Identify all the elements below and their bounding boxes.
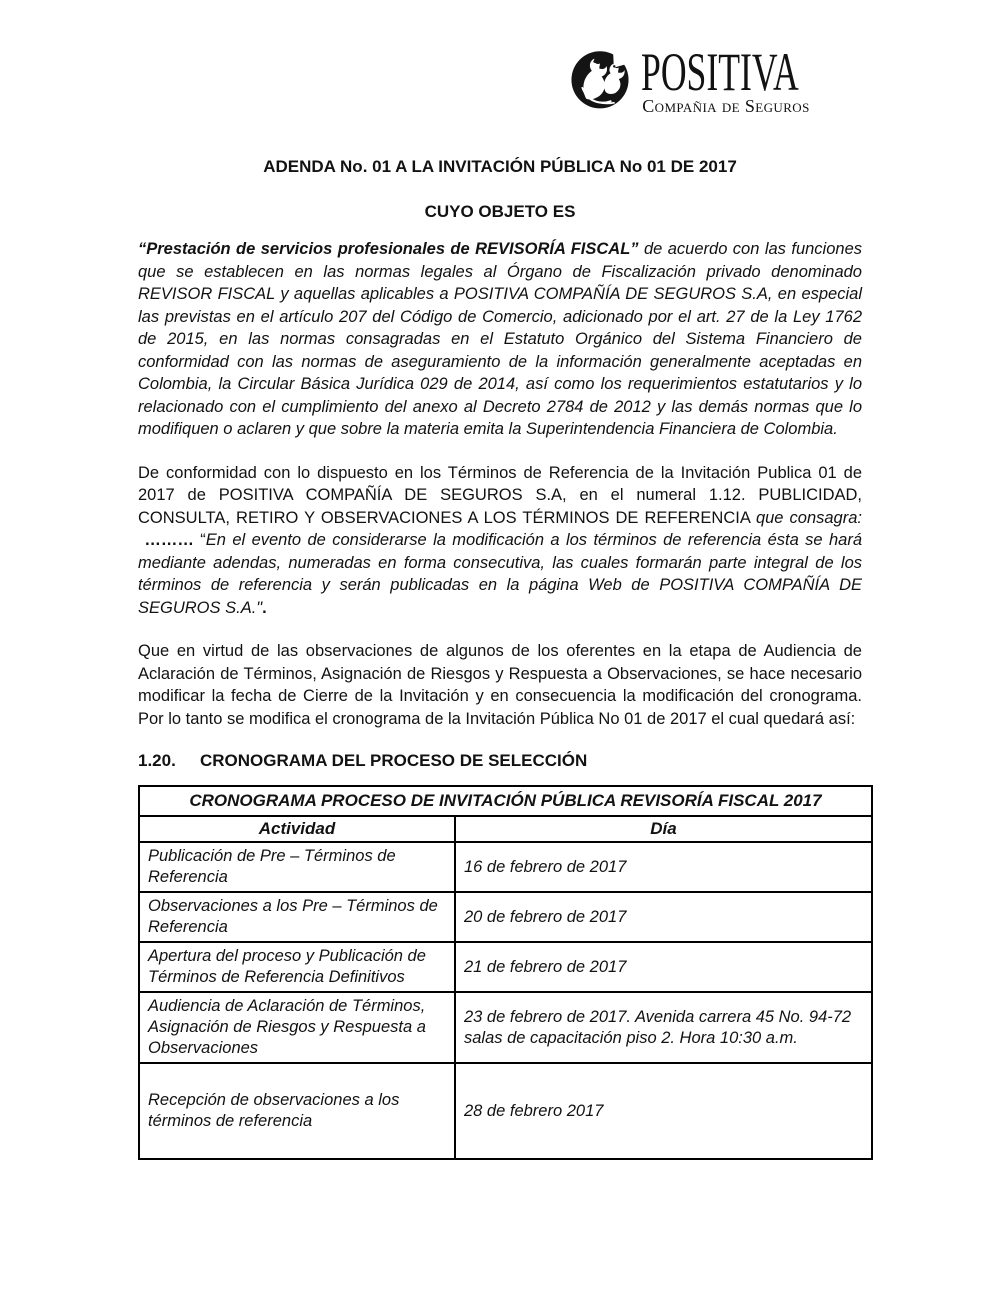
text-segment: Que en virtud de las observaciones de algunos de los oferentes en la etapa de Audiencia de Aclaración de Términos, Asignación de Riesgos y Respuesta a Observaciones, se hace necesario modificar la fecha de Cierre de la Invitación y en consecuencia la modificación del cronograma. Por lo tanto se modifica el cronograma de la Invitación Pública No 01 de 2017 el cual quedará así:	[138, 642, 862, 728]
logo-tagline: Compañia de Seguros	[642, 96, 810, 116]
cell-dia: 23 de febrero de 2017. Avenida carrera 45 No. 94-72 salas de capacitación piso 2. Hora 10:30 a.m.	[455, 992, 872, 1063]
table-title: CRONOGRAMA PROCESO DE INVITACIÓN PÚBLICA REVISORÍA FISCAL 2017	[139, 786, 872, 816]
logo-brand: POSITIVA	[641, 42, 799, 102]
text-segment: En el evento de considerarse la modificación a los términos de referencia ésta se hará mediante adendas, numeradas en forma consecutiva, las cuales formarán parte integral de los términos de referencia y serán publicadas en la página Web de POSITIVA COMPAÑÍA DE SEGUROS S.A."	[138, 531, 862, 617]
cell-actividad: Apertura del proceso y Publicación de Términos de Referencia Definitivos	[139, 942, 455, 992]
cell-dia: 20 de febrero de 2017	[455, 892, 872, 942]
document-subtitle: CUYO OBJETO ES	[424, 202, 576, 221]
table-row	[139, 892, 872, 942]
text-segment: que consagra:	[138, 508, 862, 549]
section-number: 1.20.	[138, 751, 176, 770]
section-title: CRONOGRAMA DEL PROCESO DE SELECCIÓN	[200, 751, 588, 770]
cronograma-table	[138, 785, 873, 1160]
cell-actividad: Audiencia de Aclaración de Términos, Asignación de Riesgos y Respuesta a Observaciones	[139, 992, 455, 1063]
cell-dia: 21 de febrero de 2017	[455, 942, 872, 992]
logo	[569, 42, 812, 117]
cell-actividad: Observaciones a los Pre – Términos de Referencia	[139, 892, 455, 942]
logo-text	[640, 42, 812, 117]
text-segment: De conformidad con lo dispuesto en los Términos de Referencia de la Invitación Publica 01 de 2017 de POSITIVA COMPAÑÍA DE SEGUROS S.A, en el numeral 1.12. PUBLICIDAD, CONSULTA, RETIRO Y OBSERVACIONES A LOS TÉRMINOS DE REFERENCIA	[138, 463, 862, 527]
positiva-doves-icon	[569, 46, 631, 112]
column-header-dia: Día	[455, 816, 872, 842]
table-row	[139, 1063, 872, 1159]
table-title-row	[139, 786, 872, 816]
document-body	[138, 157, 862, 1160]
cell-dia: 28 de febrero 2017	[455, 1063, 872, 1159]
column-header-actividad: Actividad	[139, 816, 455, 842]
table-row	[139, 842, 872, 892]
paragraph-terms-reference	[138, 462, 862, 620]
cell-actividad: Recepción de observaciones a los términos de referencia	[139, 1063, 455, 1159]
document-title: ADENDA No. 01 A LA INVITACIÓN PÚBLICA No 01 DE 2017	[263, 157, 737, 176]
text-segment: ………	[144, 531, 201, 549]
text-segment: de acuerdo con las funciones que se establecen en las normas legales al Órgano de Fiscalización privado denominado REVISOR FISCAL y aquellas aplicables a POSITIVA COMPAÑÍA DE SEGUROS S.A, en especial las previstas en el artículo 207 del Código de Comercio, adicionado por el art. 27 de la Ley 1762 de 2015, en las normas consagradas en el Estatuto Orgánico del Sistema Financiero de conformidad con las normas de aseguramiento de la información generalmente aceptadas en Colombia, la Circular Básica Jurídica 029 de 2014, así como los requerimientos estatutarios y lo relacionado con el cumplimiento del anexo al Decreto 2784 de 2012 y las demás normas que lo modifiquen o aclaren y que sobre la materia emita la Superintendencia Financiera de Colombia.	[138, 240, 862, 438]
text-segment: “Prestación de servicios profesionales de REVISORÍA FISCAL”	[138, 240, 639, 258]
cell-actividad: Publicación de Pre – Términos de Referencia	[139, 842, 455, 892]
section-heading	[138, 751, 862, 770]
cell-dia: 16 de febrero de 2017	[455, 842, 872, 892]
text-segment: “	[200, 531, 206, 549]
paragraph-justification	[138, 640, 862, 730]
table-row	[139, 992, 872, 1063]
text-segment: .	[262, 598, 267, 617]
table-header-row	[139, 816, 872, 842]
table-row	[139, 942, 872, 992]
paragraph-object-description	[138, 238, 862, 441]
